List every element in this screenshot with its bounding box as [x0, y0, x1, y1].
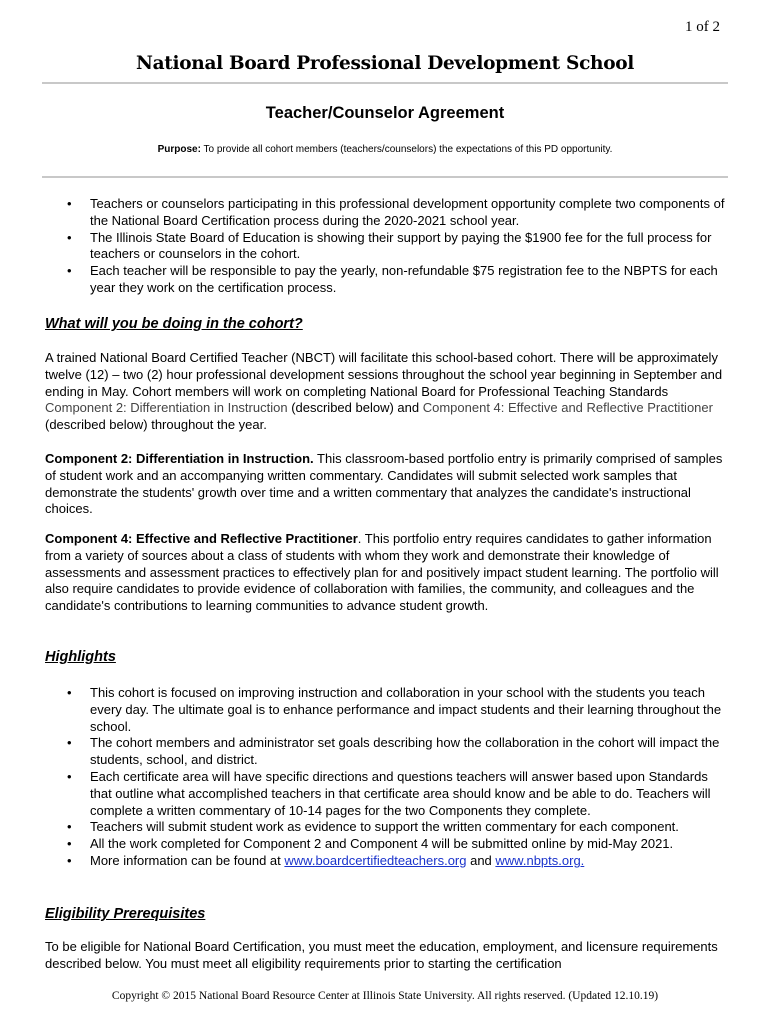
component-4-paragraph: Component 4: Effective and Reflective Practitioner. This portfolio entry requires candidates to gather information from a variety of sources about a class of students with whom they work and demonstrate their knowledge of assessments and assessment practices to effectively plan for and positively impact student learning. The portfolio will also require candidates to provide evidence of collaboration with families, the community, and colleagues and the candidate's contributions to learning communities to advance student growth.	[45, 531, 719, 614]
list-item: • The cohort members and administrator set goals describing how the collaboration in the cohort will impact the students, school, and district.	[67, 735, 720, 768]
nbpts-link[interactable]: www.nbpts.org.	[495, 852, 585, 868]
list-item: • Each teacher will be responsible to pay the yearly, non-refundable $75 registration fee to the NBPTS for each year they work on the certification process.	[67, 263, 718, 295]
bullet-icon: •	[67, 768, 72, 784]
component-4-label: Component 4: Effective and Reflective Practitioner	[45, 531, 358, 546]
component-4-section	[45, 531, 725, 615]
bullet-icon: •	[67, 819, 72, 835]
eligibility-heading: Eligibility Prerequisites	[45, 906, 206, 922]
highlights-section	[45, 685, 725, 870]
list-item: • Each certificate area will have specific directions and questions teachers will answer based upon Standards that outline what accomplished teachers in that certificate area should know and be able to do. Teachers will complete a written commentary of 10-14 pages for the two Components they complete.	[67, 768, 711, 818]
intro-bullet-list	[45, 196, 725, 297]
list-item: • Teachers will submit student work as evidence to support the written commentary for each component.	[67, 819, 679, 835]
highlights-list	[45, 685, 725, 870]
component-2-paragraph: Component 2: Differentiation in Instruction. This classroom-based portfolio entry is primarily comprised of samples of student work and an accompanying written commentary. Candidates will submit selected work samples that demonstrate the students' growth over time and a written commentary that analyzes the candidate's instructional choices.	[45, 451, 723, 517]
title-divider	[42, 82, 728, 84]
component-2-reference: Component 2: Differentiation in Instruction	[45, 400, 288, 416]
bullet-icon: •	[67, 735, 72, 751]
intro-section	[45, 196, 725, 297]
bullet-icon: •	[67, 229, 72, 245]
component-4-reference: Component 4: Effective and Reflective Practitioner	[422, 400, 713, 416]
school-title: National Board Professional Development School	[135, 53, 635, 74]
cohort-heading: What will you be doing in the cohort?	[45, 316, 303, 332]
cohort-section	[45, 350, 725, 434]
copyright-footer: Copyright © 2015 National Board Resource Center at Illinois State University. All rights reserved. (Updated 12.10.19)	[111, 990, 659, 1002]
bullet-icon: •	[67, 852, 72, 868]
list-item: • This cohort is focused on improving instruction and collaboration in your school with the students you teach every day. The ultimate goal is to enhance performance and impact students and their learning throughout the school.	[67, 685, 722, 734]
list-item: • Teachers or counselors participating in this professional development opportunity complete two components of the National Board Certification process during the 2020-2021 school year.	[67, 196, 725, 228]
cohort-paragraph: A trained National Board Certified Teacher (NBCT) will facilitate this school-based cohort. There will be approximately twelve (12) – two (2) hour professional development sessions throughout the school year beginning in September and ending in May. Cohort members will work on completing National Board for Professional Teaching Standards Component 2: Differentiation in Instruction (described below) and Component 4: Effective and Reflective Practitioner (described below) throughout the year.	[45, 350, 723, 433]
purpose-statement	[0, 144, 770, 155]
purpose-label: Purpose:	[157, 144, 201, 155]
bullet-icon: •	[67, 685, 72, 700]
list-item: • The Illinois State Board of Education is showing their support by paying the $1900 fee for the full process for teachers or counselors in the cohort.	[67, 229, 712, 262]
page-number: 1 of 2	[685, 19, 720, 35]
bullet-icon: •	[67, 263, 72, 279]
component-2-label: Component 2: Differentiation in Instruction.	[45, 451, 314, 466]
bullet-icon: •	[67, 196, 72, 211]
boardcertifiedteachers-link[interactable]: www.boardcertifiedteachers.org	[284, 852, 467, 868]
eligibility-section	[45, 939, 725, 973]
eligibility-paragraph: To be eligible for National Board Certification, you must meet the education, employment, and licensure requirements described below. You must meet all eligibility requirements prior to starting the certification	[45, 939, 718, 971]
component-2-section	[45, 451, 725, 518]
list-item: • More information can be found at www.boardcertifiedteachers.org and www.nbpts.org.	[67, 852, 585, 868]
bullet-icon: •	[67, 836, 72, 852]
document-subtitle: Teacher/Counselor Agreement	[265, 104, 505, 122]
purpose-text: To provide all cohort members (teachers/counselors) the expectations of this PD opportunity.	[200, 144, 613, 155]
list-item: • All the work completed for Component 2 and Component 4 will be submitted online by mid-May 2021.	[67, 836, 674, 852]
purpose-divider	[42, 176, 728, 178]
highlights-heading: Highlights	[45, 649, 116, 665]
